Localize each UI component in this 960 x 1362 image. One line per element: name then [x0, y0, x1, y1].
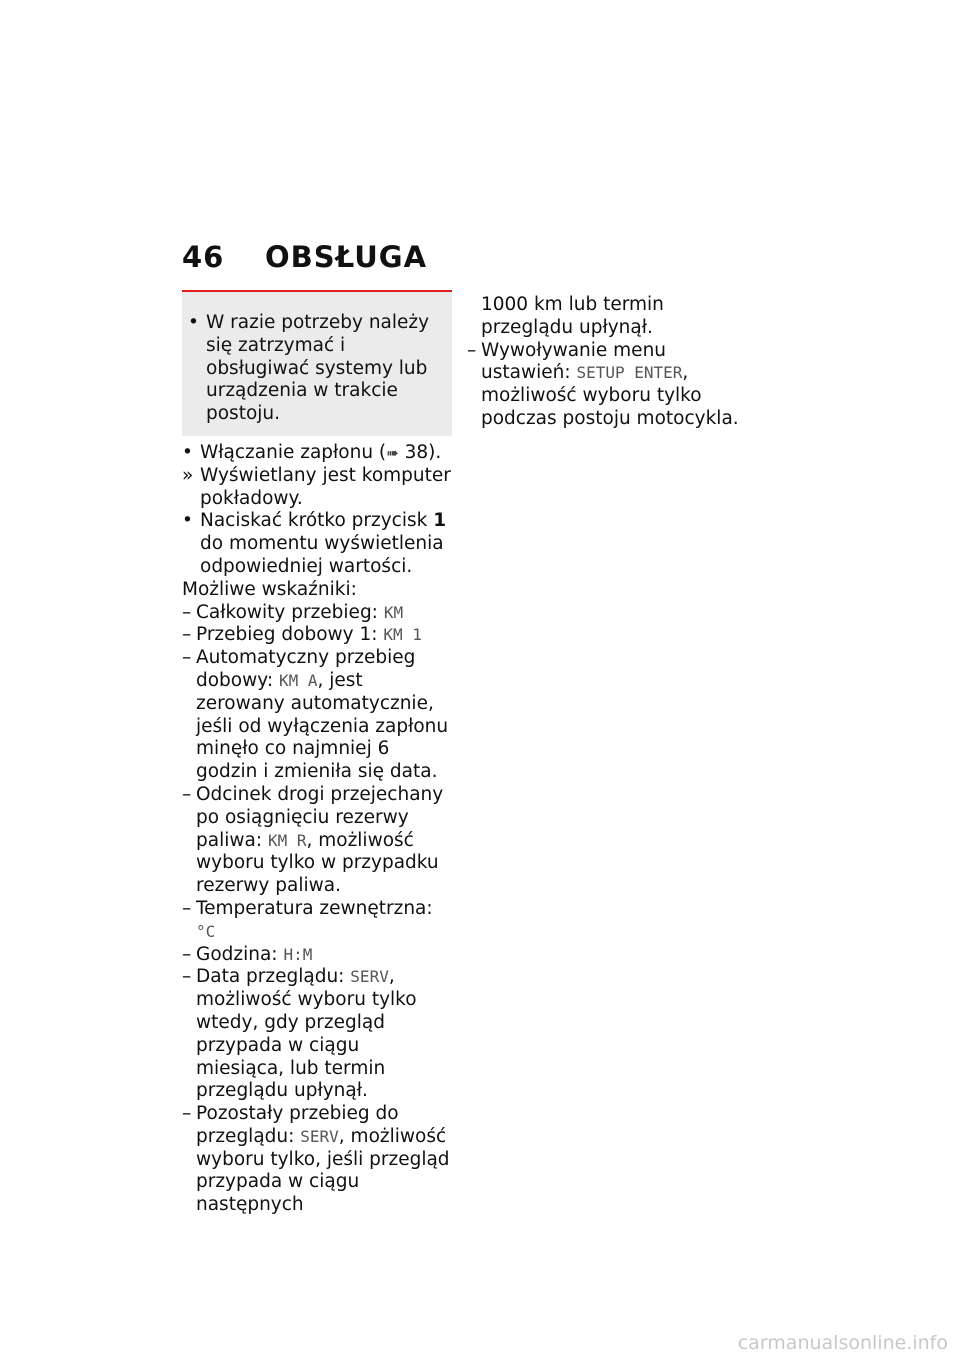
- option-auto-trip: – Automatyczny przebieg dobowy: KM A, jest zerowany automatycznie, jeśli od wyłączenia zapłonu minęło co najmniej 6 godzin i zmieniła się data.: [182, 647, 449, 783]
- display-code: SERV: [300, 1126, 339, 1146]
- bullet-mark: •: [182, 441, 193, 463]
- page-header: [182, 240, 427, 274]
- safety-note: [182, 290, 452, 436]
- option-reserve-distance: – Odcinek drogi przejechany po osiągnięciu rezerwy paliwa: KM R, możliwość wyboru tylko w przypadku rezerwy paliwa.: [182, 783, 444, 897]
- step-ignition: • Włączanie zapłonu (➠ 38).: [182, 441, 442, 463]
- option-service-date: – Data przeglądu: SERV, możliwość wyboru tylko wtedy, gdy przegląd przypada w ciągu miesiąca, lub termin przeglądu upłynął.: [182, 966, 417, 1102]
- display-code: KM A: [278, 670, 318, 690]
- option-service-distance-continued: 1000 km lub termin przeglądu upłynął.: [481, 294, 664, 338]
- note-item: [188, 312, 442, 426]
- left-column: [182, 290, 452, 1217]
- option-trip-1: – Przebieg dobowy 1: KM 1: [182, 624, 422, 646]
- option-outside-temperature: – Temperatura zewnętrzna: °C: [182, 897, 433, 941]
- note-text: W razie potrzeby należy się zatrzymać i obsługiwać systemy lub urządzenia w trakcie postoju.: [206, 312, 430, 425]
- display-code: KM R: [267, 830, 307, 850]
- option-setup-menu: – Wywoływanie menu ustawień: SETUP ENTER, możliwość wyboru tylko podczas postoju motocykla.: [467, 339, 739, 429]
- page-number: 46: [182, 240, 225, 274]
- display-code: H:M: [283, 944, 313, 964]
- watermark: carmanualsonline.info: [737, 1332, 948, 1354]
- result-mark: »: [182, 464, 194, 486]
- option-service-distance: – Pozostały przebieg do przeglądu: SERV, możliwość wyboru tylko, jeśli przegląd przypada w ciągu następnych: [182, 1103, 450, 1216]
- bullet-mark: •: [182, 510, 193, 532]
- display-code: KM 1: [383, 625, 422, 645]
- step-press-button: • Naciskać krótko przycisk 1 do momentu wyświetlenia odpowiedniej wartości.: [182, 510, 447, 577]
- options-heading: Możliwe wskaźniki:: [182, 578, 357, 600]
- page-reference-arrow-icon: ➠: [386, 443, 399, 462]
- display-code: SETUP ENTER: [576, 363, 683, 383]
- bullet-mark: •: [188, 312, 199, 333]
- option-total-distance: – Całkowity przebieg: KM: [182, 601, 404, 623]
- page-title: OBSŁUGA: [265, 240, 428, 274]
- option-clock: – Godzina: H:M: [182, 943, 313, 965]
- display-code: SERV: [350, 967, 389, 987]
- display-code: KM: [383, 602, 404, 622]
- display-code: °C: [196, 921, 216, 941]
- right-column: [467, 294, 757, 431]
- button-key-label: 1: [433, 510, 447, 532]
- result-display: » Wyświetlany jest komputer pokładowy.: [182, 464, 451, 509]
